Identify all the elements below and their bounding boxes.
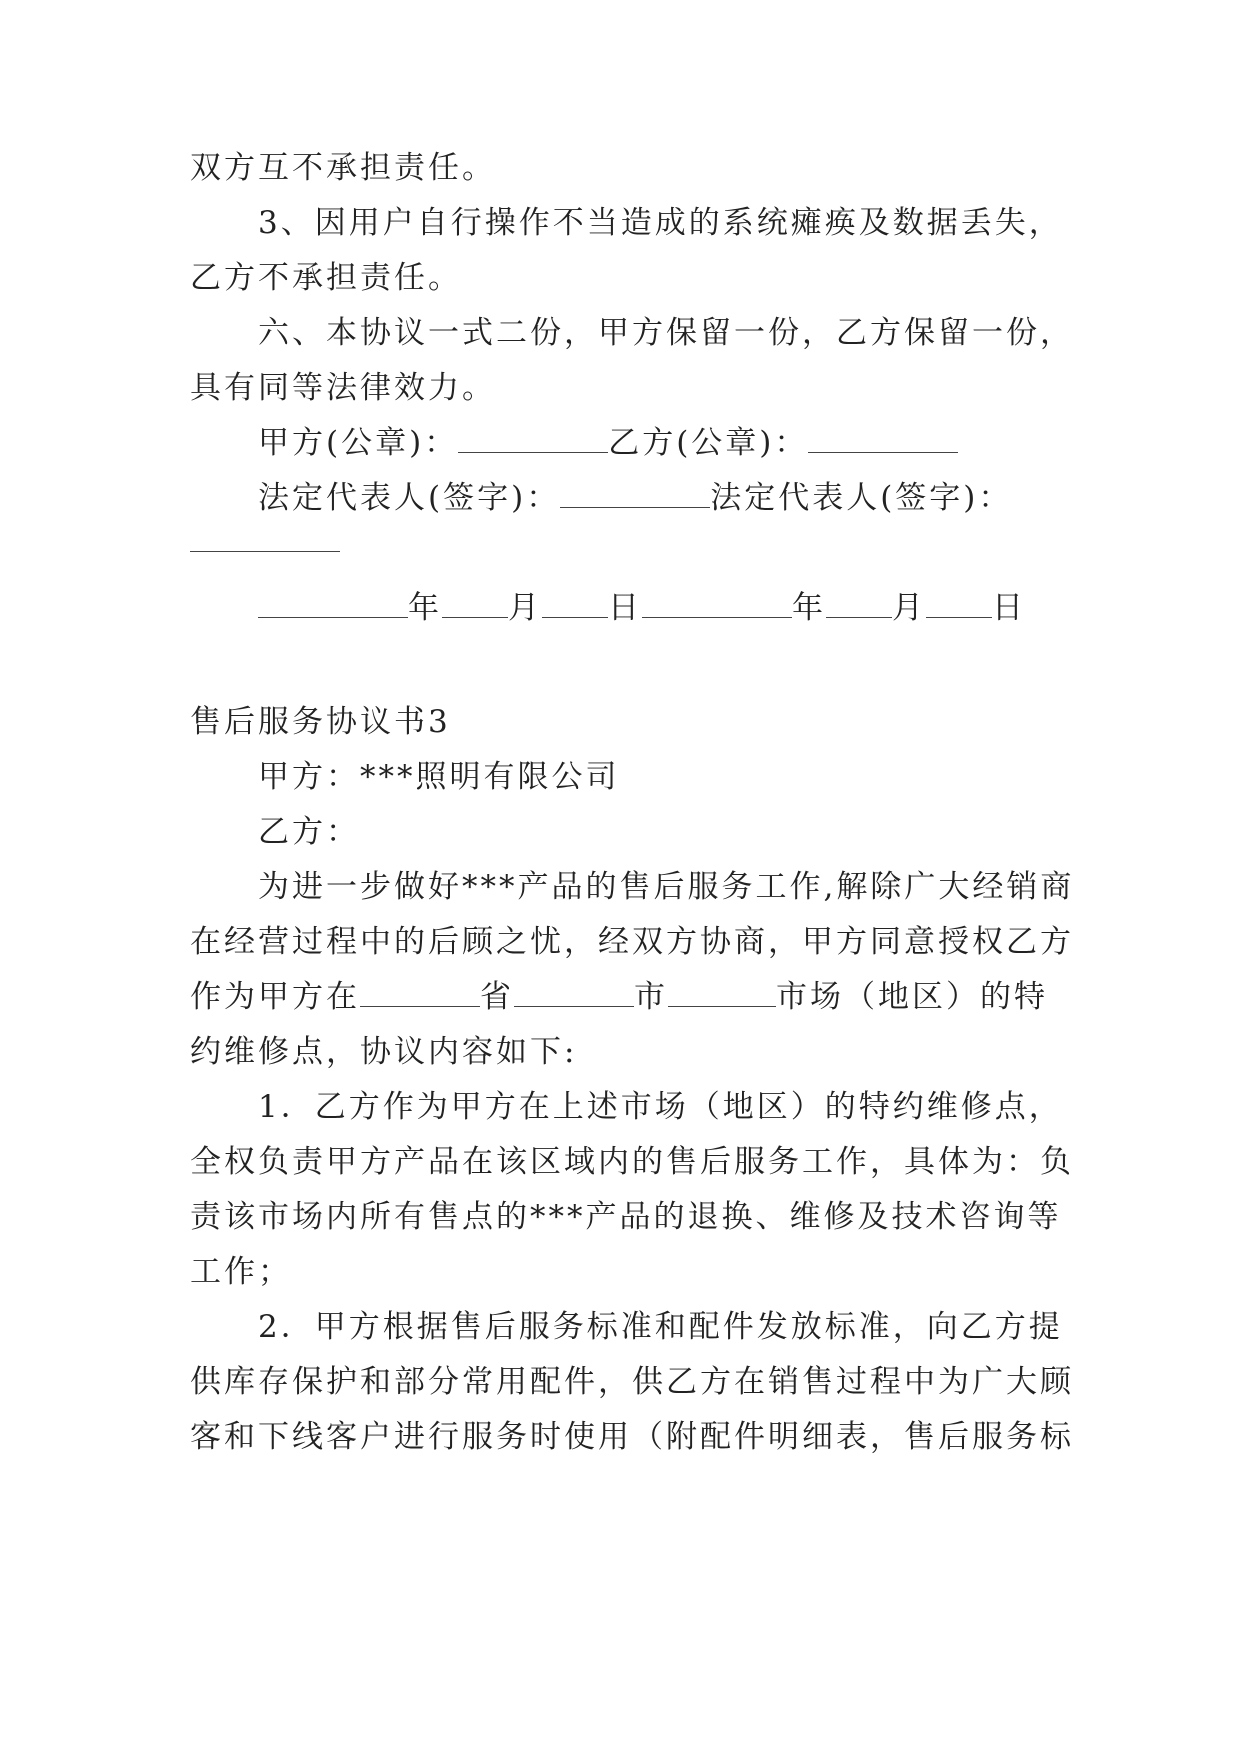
- text-line: 约维修点，协议内容如下:: [190, 1034, 578, 1070]
- section-title: 售后服务协议书3: [190, 704, 451, 740]
- text-line: 全权负责甲方产品在该区域内的售后服务工作，具体为：负: [190, 1144, 1074, 1180]
- market-blank: [668, 980, 776, 1007]
- month-label: 月: [892, 590, 926, 626]
- text-line: 工作；: [190, 1254, 292, 1290]
- text-line: 双方互不承担责任。: [190, 150, 496, 186]
- party-a-representative-blank: [560, 481, 710, 508]
- month-blank: [442, 591, 508, 618]
- party-b-line: 乙方：: [258, 814, 360, 850]
- text-line: 1．乙方作为甲方在上述市场（地区）的特约维修点，: [258, 1089, 1063, 1125]
- year-blank: [642, 591, 792, 618]
- text-segment: 市场（地区）的特: [776, 979, 1048, 1015]
- party-a-line: 甲方：***照明有限公司: [258, 759, 620, 795]
- month-blank: [826, 591, 892, 618]
- party-b-seal-blank: [808, 426, 958, 453]
- text-line: 乙方不承担责任。: [190, 260, 462, 296]
- text-line: 3、因用户自行操作不当造成的系统瘫痪及数据丢失，: [258, 205, 1063, 241]
- year-blank: [258, 591, 408, 618]
- text-line: 供库存保护和部分常用配件，供乙方在销售过程中为广大顾: [190, 1364, 1074, 1400]
- text-line: 六、本协议一式二份，甲方保留一份，乙方保留一份，: [258, 315, 1074, 351]
- party-b-representative-blank: [190, 525, 340, 552]
- city-label: 市: [634, 979, 668, 1015]
- day-blank: [542, 591, 608, 618]
- day-label: 日: [992, 590, 1026, 626]
- text-line: 客和下线客户进行服务时使用（附配件明细表，售后服务标: [190, 1419, 1074, 1455]
- party-b-seal-label: 乙方(公章)：: [608, 425, 809, 461]
- city-blank: [514, 980, 634, 1007]
- month-label: 月: [508, 590, 542, 626]
- day-blank: [926, 591, 992, 618]
- text-line: 具有同等法律效力。: [190, 370, 496, 406]
- text-line: 责该市场内所有售点的***产品的退换、维修及技术咨询等: [190, 1199, 1062, 1235]
- text-line: 为进一步做好***产品的售后服务工作,解除广大经销商: [258, 869, 1075, 905]
- text-line-with-blanks: [190, 977, 1060, 1017]
- text-line: 2．甲方根据售后服务标准和配件发放标准，向乙方提: [258, 1309, 1063, 1345]
- party-b-representative-label: 法定代表人(签字)：: [710, 480, 1013, 516]
- year-label: 年: [408, 590, 442, 626]
- text-line: 在经营过程中的后顾之忧，经双方协商，甲方同意授权乙方: [190, 924, 1074, 960]
- party-a-seal-blank: [458, 426, 608, 453]
- province-blank: [360, 980, 480, 1007]
- text-segment: 作为甲方在: [190, 979, 360, 1015]
- party-a-seal-label: 甲方(公章)：: [258, 425, 459, 461]
- signature-line-overflow: [190, 522, 1060, 562]
- signature-line-seal: [258, 423, 1128, 463]
- province-label: 省: [480, 979, 514, 1015]
- party-a-representative-label: 法定代表人(签字)：: [258, 480, 561, 516]
- year-label: 年: [792, 590, 826, 626]
- day-label: 日: [608, 590, 642, 626]
- signature-line-representative: [258, 478, 1128, 518]
- date-line: [258, 588, 1128, 628]
